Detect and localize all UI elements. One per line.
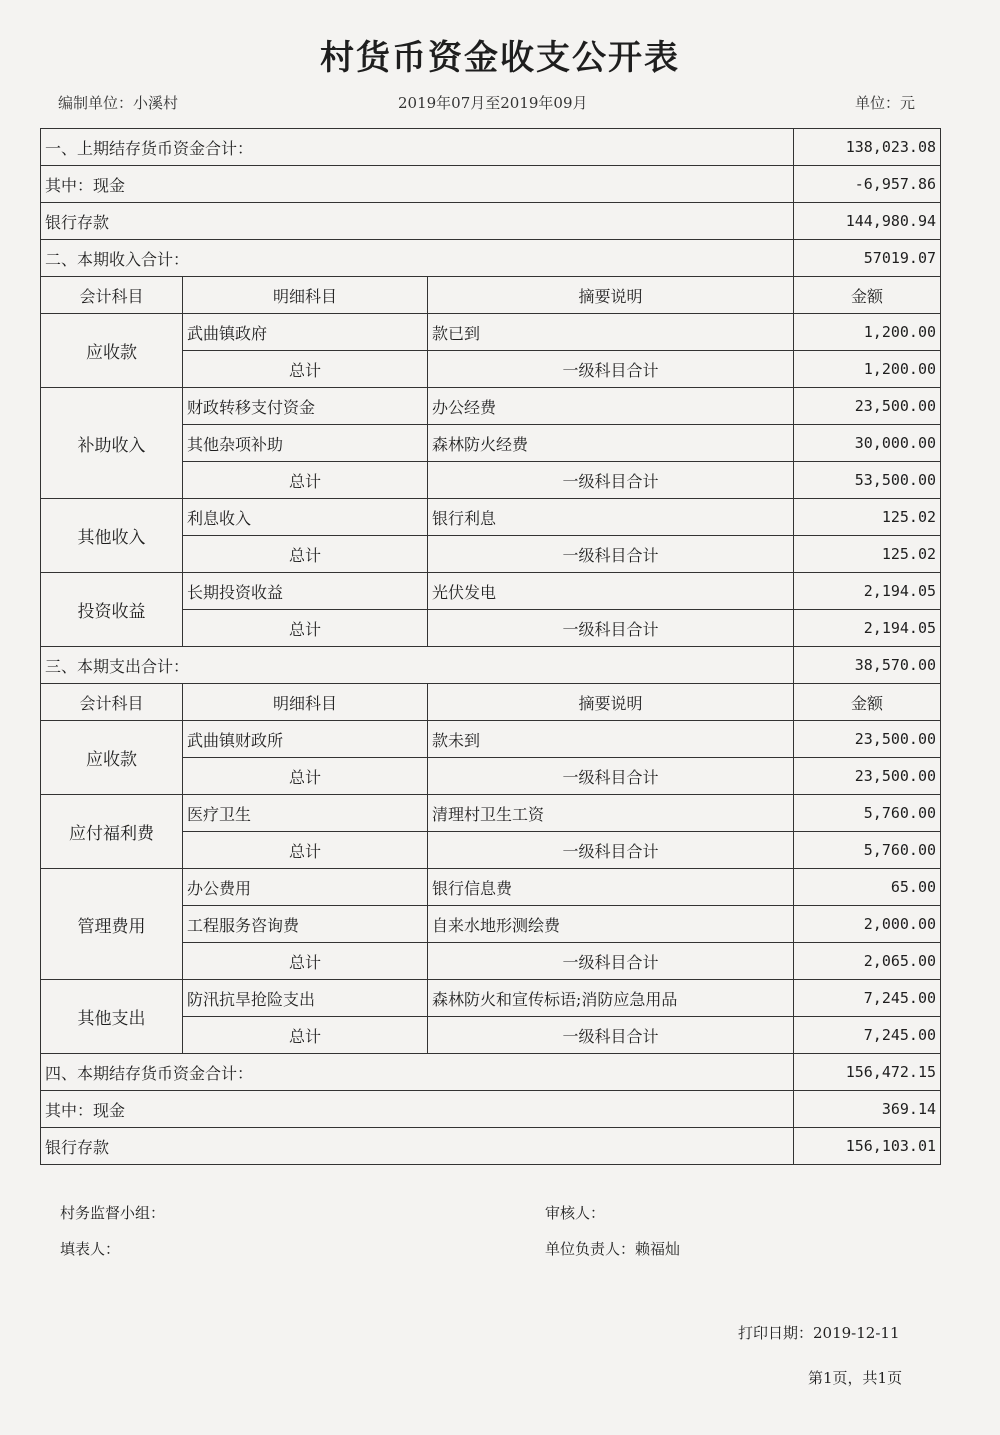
closing-cash-row-label: 其中：现金 (41, 1091, 794, 1128)
expense-amount: 7,245.00 (794, 980, 941, 1017)
closing-bank-row-label: 银行存款 (41, 1128, 794, 1165)
expense-amount: 23,500.00 (794, 721, 941, 758)
subtotal-amount: 1,200.00 (794, 351, 941, 388)
subtotal-label: 总计 (183, 462, 428, 499)
subtotal-amount: 23,500.00 (794, 758, 941, 795)
income-row (41, 499, 941, 536)
expense-total-row-value: 38,570.00 (794, 647, 941, 684)
income-amount: 30,000.00 (794, 425, 941, 462)
subtotal-label: 总计 (183, 943, 428, 980)
income-category: 应收款 (41, 314, 183, 388)
income-total-row (41, 240, 941, 277)
subtotal-description: 一级科目合计 (428, 758, 794, 795)
supervision-group: 村务监督小组： (60, 1204, 166, 1222)
expense-category: 应付福利费 (41, 795, 183, 869)
description-header: 摘要说明 (428, 277, 794, 314)
subtotal-description: 一级科目合计 (428, 1017, 794, 1054)
income-detail-item: 长期投资收益 (183, 573, 428, 610)
income-row (41, 388, 941, 425)
closing-cash-row (41, 1091, 941, 1128)
subtotal-description: 一级科目合计 (428, 536, 794, 573)
expense-amount: 5,760.00 (794, 795, 941, 832)
subtotal-amount: 7,245.00 (794, 1017, 941, 1054)
expense-category: 应收款 (41, 721, 183, 795)
account-header: 会计科目 (41, 684, 183, 721)
subtotal-label: 总计 (183, 610, 428, 647)
subtotal-description: 一级科目合计 (428, 351, 794, 388)
subtotal-label: 总计 (183, 351, 428, 388)
expense-total-row-label: 三、本期支出合计： (41, 647, 794, 684)
income-detail-item: 利息收入 (183, 499, 428, 536)
expense-detail-item: 办公费用 (183, 869, 428, 906)
account-header: 会计科目 (41, 277, 183, 314)
closing-total-row (41, 1054, 941, 1091)
income-total-row-value: 57019.07 (794, 240, 941, 277)
expense-category: 管理费用 (41, 869, 183, 980)
expense-description: 清理村卫生工资 (428, 795, 794, 832)
subtotal-amount: 5,760.00 (794, 832, 941, 869)
subtotal-label: 总计 (183, 758, 428, 795)
closing-bank-row-value: 156,103.01 (794, 1128, 941, 1165)
detail-header: 明细科目 (183, 277, 428, 314)
prepared-by: 编制单位：小溪村 (58, 94, 179, 112)
income-row (41, 314, 941, 351)
page-number: 第1页，共1页 (808, 1369, 903, 1387)
subtotal-label: 总计 (183, 1017, 428, 1054)
opening-total-row-label: 一、上期结存货币资金合计： (41, 129, 794, 166)
opening-bank-row-label: 银行存款 (41, 203, 794, 240)
expense-amount: 2,000.00 (794, 906, 941, 943)
income-description: 办公经费 (428, 388, 794, 425)
subtotal-description: 一级科目合计 (428, 610, 794, 647)
closing-cash-row-value: 369.14 (794, 1091, 941, 1128)
expense-row (41, 869, 941, 906)
expense-description: 森林防火和宣传标语;消防应急用品 (428, 980, 794, 1017)
income-header-row (41, 277, 941, 314)
expense-amount: 65.00 (794, 869, 941, 906)
cash-flow-table (40, 128, 941, 1165)
opening-bank-row (41, 203, 941, 240)
subtotal-description: 一级科目合计 (428, 832, 794, 869)
subtotal-label: 总计 (183, 832, 428, 869)
document-title: 村货币资金收支公开表 (320, 38, 680, 78)
opening-cash-row-label: 其中：现金 (41, 166, 794, 203)
expense-description: 银行信息费 (428, 869, 794, 906)
subtotal-amount: 53,500.00 (794, 462, 941, 499)
expense-detail-item: 防汛抗旱抢险支出 (183, 980, 428, 1017)
expense-detail-item: 武曲镇财政所 (183, 721, 428, 758)
income-detail-item: 其他杂项补助 (183, 425, 428, 462)
subtotal-label: 总计 (183, 536, 428, 573)
income-detail-item: 财政转移支付资金 (183, 388, 428, 425)
opening-bank-row-value: 144,980.94 (794, 203, 941, 240)
expense-detail-item: 医疗卫生 (183, 795, 428, 832)
currency-unit: 单位：元 (855, 94, 916, 112)
expense-category: 其他支出 (41, 980, 183, 1054)
unit-leader: 单位负责人：赖福灿 (545, 1240, 681, 1258)
closing-bank-row (41, 1128, 941, 1165)
expense-row (41, 980, 941, 1017)
expense-description: 款未到 (428, 721, 794, 758)
subtotal-amount: 125.02 (794, 536, 941, 573)
expense-header-row (41, 684, 941, 721)
income-description: 光伏发电 (428, 573, 794, 610)
print-date: 打印日期：2019-12-11 (738, 1324, 900, 1342)
income-description: 银行利息 (428, 499, 794, 536)
subtotal-amount: 2,065.00 (794, 943, 941, 980)
description-header: 摘要说明 (428, 684, 794, 721)
amount-header: 金额 (794, 684, 941, 721)
expense-detail-item: 工程服务咨询费 (183, 906, 428, 943)
opening-total-row-value: 138,023.08 (794, 129, 941, 166)
income-amount: 23,500.00 (794, 388, 941, 425)
income-row (41, 573, 941, 610)
opening-cash-row (41, 166, 941, 203)
income-category: 投资收益 (41, 573, 183, 647)
income-description: 森林防火经费 (428, 425, 794, 462)
income-category: 补助收入 (41, 388, 183, 499)
amount-header: 金额 (794, 277, 941, 314)
closing-total-row-label: 四、本期结存货币资金合计： (41, 1054, 794, 1091)
reviewer: 审核人： (545, 1204, 606, 1222)
income-detail-item: 武曲镇政府 (183, 314, 428, 351)
opening-cash-row-value: -6,957.86 (794, 166, 941, 203)
income-total-row-label: 二、本期收入合计： (41, 240, 794, 277)
subtotal-description: 一级科目合计 (428, 943, 794, 980)
form-filler: 填表人： (60, 1240, 121, 1258)
income-description: 款已到 (428, 314, 794, 351)
subtotal-description: 一级科目合计 (428, 462, 794, 499)
income-category: 其他收入 (41, 499, 183, 573)
expense-total-row (41, 647, 941, 684)
income-amount: 1,200.00 (794, 314, 941, 351)
income-amount: 125.02 (794, 499, 941, 536)
subtotal-amount: 2,194.05 (794, 610, 941, 647)
expense-row (41, 721, 941, 758)
expense-row (41, 795, 941, 832)
opening-total-row (41, 129, 941, 166)
detail-header: 明细科目 (183, 684, 428, 721)
period: 2019年07月至2019年09月 (398, 94, 588, 112)
closing-total-row-value: 156,472.15 (794, 1054, 941, 1091)
income-amount: 2,194.05 (794, 573, 941, 610)
expense-description: 自来水地形测绘费 (428, 906, 794, 943)
